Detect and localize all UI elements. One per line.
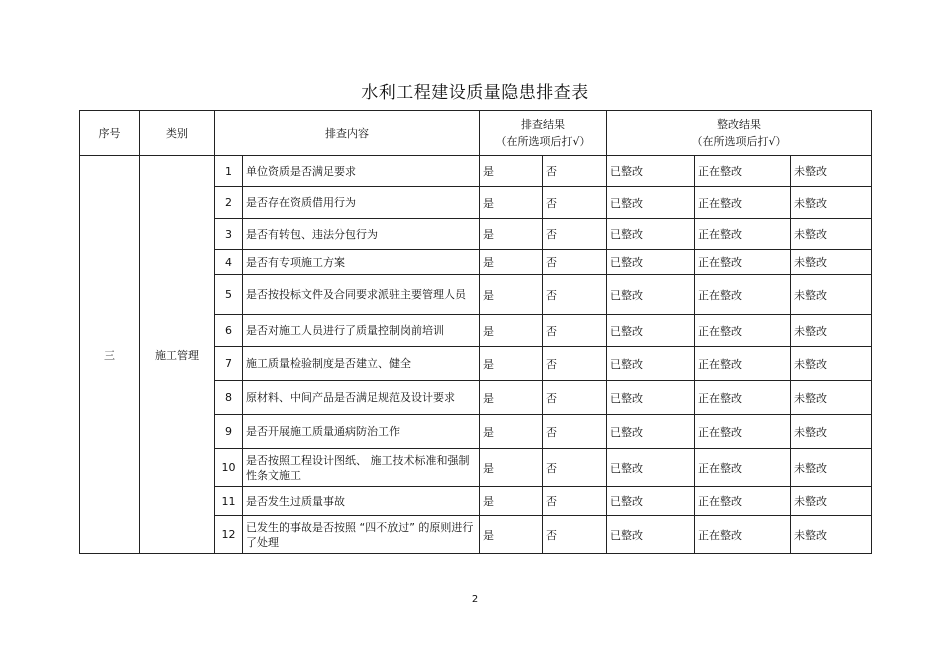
option-rectifying[interactable]: 正在整改	[695, 415, 791, 449]
option-yes[interactable]: 是	[480, 250, 543, 275]
item-number: 3	[215, 219, 243, 250]
option-not-rectified[interactable]: 未整改	[791, 156, 872, 187]
option-rectified[interactable]: 已整改	[607, 487, 695, 516]
option-yes[interactable]: 是	[480, 315, 543, 347]
option-not-rectified[interactable]: 未整改	[791, 275, 872, 315]
option-rectifying[interactable]: 正在整改	[695, 516, 791, 554]
option-rectifying[interactable]: 正在整改	[695, 156, 791, 187]
option-rectifying[interactable]: 正在整改	[695, 347, 791, 381]
inspection-table	[79, 110, 872, 554]
item-number: 9	[215, 415, 243, 449]
item-content: 是否按投标文件及合同要求派驻主要管理人员	[243, 275, 480, 315]
option-no[interactable]: 否	[543, 156, 607, 187]
option-not-rectified[interactable]: 未整改	[791, 219, 872, 250]
option-rectified[interactable]: 已整改	[607, 187, 695, 219]
page-title: 水利工程建设质量隐患排查表	[361, 83, 589, 103]
option-no[interactable]: 否	[543, 187, 607, 219]
option-no[interactable]: 否	[543, 219, 607, 250]
option-no[interactable]: 否	[543, 381, 607, 415]
item-content: 已发生的事故是否按照 “四不放过” 的原则进行了处理	[243, 516, 480, 554]
option-rectifying[interactable]: 正在整改	[695, 275, 791, 315]
option-no[interactable]: 否	[543, 315, 607, 347]
option-yes[interactable]: 是	[480, 156, 543, 187]
option-rectifying[interactable]: 正在整改	[695, 381, 791, 415]
header-row	[80, 111, 872, 156]
item-number: 2	[215, 187, 243, 219]
option-not-rectified[interactable]: 未整改	[791, 487, 872, 516]
option-no[interactable]: 否	[543, 250, 607, 275]
option-not-rectified[interactable]: 未整改	[791, 516, 872, 554]
option-rectifying[interactable]: 正在整改	[695, 487, 791, 516]
option-not-rectified[interactable]: 未整改	[791, 347, 872, 381]
item-number: 10	[215, 449, 243, 487]
item-number: 5	[215, 275, 243, 315]
option-yes[interactable]: 是	[480, 347, 543, 381]
item-content: 是否存在资质借用行为	[243, 187, 480, 219]
option-rectified[interactable]: 已整改	[607, 250, 695, 275]
option-rectified[interactable]: 已整改	[607, 516, 695, 554]
item-content: 单位资质是否满足要求	[243, 156, 480, 187]
item-content: 是否发生过质量事故	[243, 487, 480, 516]
group-category: 施工管理	[140, 156, 215, 554]
option-not-rectified[interactable]: 未整改	[791, 187, 872, 219]
option-rectified[interactable]: 已整改	[607, 315, 695, 347]
option-no[interactable]: 否	[543, 449, 607, 487]
option-rectifying[interactable]: 正在整改	[695, 187, 791, 219]
item-number: 7	[215, 347, 243, 381]
option-yes[interactable]: 是	[480, 516, 543, 554]
header-rectify-label: 整改结果	[717, 118, 762, 131]
header-rectify-note: （在所选项后打√）	[691, 135, 787, 148]
option-rectifying[interactable]: 正在整改	[695, 219, 791, 250]
option-not-rectified[interactable]: 未整改	[791, 250, 872, 275]
option-rectified[interactable]: 已整改	[607, 275, 695, 315]
option-yes[interactable]: 是	[480, 275, 543, 315]
option-yes[interactable]: 是	[480, 449, 543, 487]
item-content: 是否按照工程设计图纸、 施工技术标准和强制性条文施工	[243, 449, 480, 487]
option-yes[interactable]: 是	[480, 415, 543, 449]
option-yes[interactable]: 是	[480, 381, 543, 415]
option-no[interactable]: 否	[543, 487, 607, 516]
option-yes[interactable]: 是	[480, 487, 543, 516]
header-result-note: （在所选项后打√）	[495, 135, 591, 148]
option-no[interactable]: 否	[543, 516, 607, 554]
item-content: 施工质量检验制度是否建立、健全	[243, 347, 480, 381]
option-rectified[interactable]: 已整改	[607, 219, 695, 250]
item-content: 是否开展施工质量通病防治工作	[243, 415, 480, 449]
header-seq: 序号	[80, 111, 140, 156]
header-category: 类别	[140, 111, 215, 156]
option-no[interactable]: 否	[543, 275, 607, 315]
item-content: 原材料、中间产品是否满足规范及设计要求	[243, 381, 480, 415]
option-rectifying[interactable]: 正在整改	[695, 449, 791, 487]
option-rectified[interactable]: 已整改	[607, 449, 695, 487]
item-number: 6	[215, 315, 243, 347]
option-no[interactable]: 否	[543, 415, 607, 449]
option-rectifying[interactable]: 正在整改	[695, 315, 791, 347]
option-rectified[interactable]: 已整改	[607, 347, 695, 381]
item-content: 是否对施工人员进行了质量控制岗前培训	[243, 315, 480, 347]
option-rectified[interactable]: 已整改	[607, 381, 695, 415]
item-number: 1	[215, 156, 243, 187]
item-number: 11	[215, 487, 243, 516]
page-number: 2	[471, 594, 479, 605]
group-seq: 三	[80, 156, 140, 554]
option-not-rectified[interactable]: 未整改	[791, 449, 872, 487]
option-rectifying[interactable]: 正在整改	[695, 250, 791, 275]
table-row	[80, 156, 872, 187]
option-yes[interactable]: 是	[480, 219, 543, 250]
item-number: 8	[215, 381, 243, 415]
option-not-rectified[interactable]: 未整改	[791, 315, 872, 347]
item-content: 是否有转包、违法分包行为	[243, 219, 480, 250]
header-result-label: 排查结果	[521, 118, 565, 131]
item-number: 12	[215, 516, 243, 554]
option-not-rectified[interactable]: 未整改	[791, 415, 872, 449]
option-no[interactable]: 否	[543, 347, 607, 381]
header-content: 排查内容	[215, 111, 480, 156]
option-rectified[interactable]: 已整改	[607, 415, 695, 449]
header-rectify	[607, 111, 872, 156]
item-number: 4	[215, 250, 243, 275]
option-not-rectified[interactable]: 未整改	[791, 381, 872, 415]
header-result	[480, 111, 607, 156]
option-rectified[interactable]: 已整改	[607, 156, 695, 187]
item-content: 是否有专项施工方案	[243, 250, 480, 275]
option-yes[interactable]: 是	[480, 187, 543, 219]
